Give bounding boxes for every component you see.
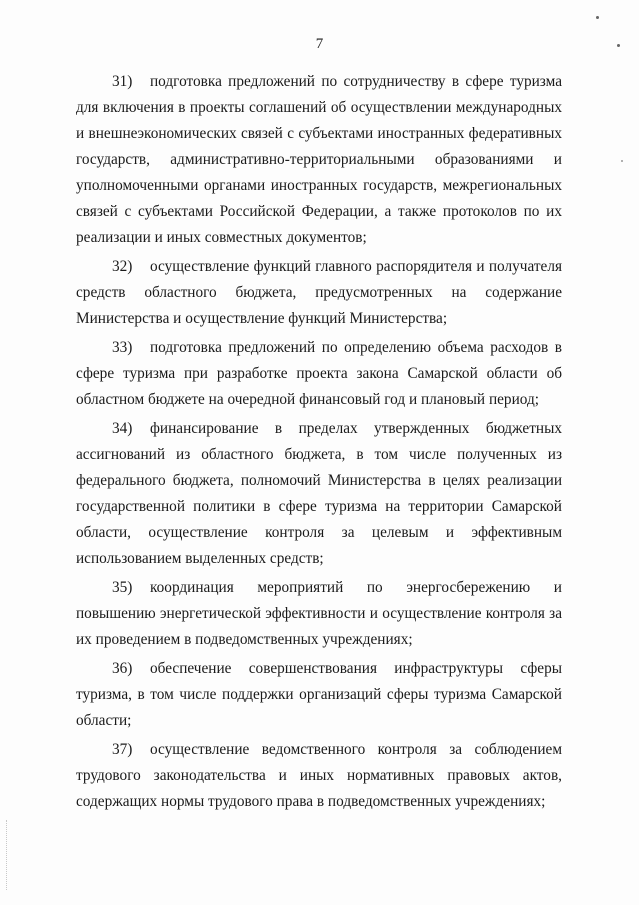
item-number: 37): [112, 741, 133, 758]
list-item-31: [76, 69, 562, 251]
item-number: 35): [112, 579, 133, 596]
scan-edge-line: [6, 820, 8, 890]
item-text: координация мероприятий по энергосбережению и повышению энергетической эффективности и осуществление контроля за их проведением в подведомственных учреждениях;: [76, 579, 562, 648]
document-body: [76, 69, 562, 818]
list-item-36: [76, 656, 562, 734]
list-item-32: [76, 254, 562, 332]
item-text: финансирование в пределах утвержденных бюджетных ассигнований из областного бюджета, в том числе полученных из федерального бюджета, полномочий Министерства в целях реализации государственной политики в сфере туризма на территории Самарской области, осуществление контроля за целевым и эффективным использованием выделенных средств;: [76, 420, 562, 567]
scan-speck: [617, 44, 620, 47]
list-item-33: [76, 335, 562, 413]
item-number: 33): [112, 339, 133, 356]
item-number: 34): [112, 420, 133, 437]
item-text: обеспечение совершенствования инфраструктуры сферы туризма, в том числе поддержки организаций сферы туризма Самарской области;: [76, 660, 562, 729]
item-text: осуществление ведомственного контроля за соблюдением трудового законодательства и иных нормативных правовых актов, содержащих нормы трудового права в подведомственных учреждениях;: [76, 741, 562, 810]
list-item-37: [76, 737, 562, 815]
item-text: подготовка предложений по определению объема расходов в сфере туризма при разработке проекта закона Самарской области об областном бюджете на очередной финансовый год и плановый период;: [76, 339, 562, 408]
scan-speck: [621, 160, 623, 162]
item-text: подготовка предложений по сотрудничеству в сфере туризма для включения в проекты соглашений об осуществлении международных и внешнеэкономических связей с субъектами иностранных федеративных государств, административно-территориальными образованиями и уполномоченными органами иностранных государств, межрегиональных связей с субъектами Российской Федерации, а также протоколов по их реализации и иных совместных документов;: [76, 73, 562, 246]
item-text: осуществление функций главного распорядителя и получателя средств областного бюджета, предусмотренных на содержание Министерства и осуществление функций Министерства;: [76, 258, 562, 327]
page-number: 7: [315, 36, 324, 52]
item-number: 32): [112, 258, 133, 275]
list-item-34: [76, 416, 562, 572]
item-number: 36): [112, 660, 133, 677]
scan-speck: [596, 16, 599, 19]
item-number: 31): [112, 73, 133, 90]
list-item-35: [76, 575, 562, 653]
